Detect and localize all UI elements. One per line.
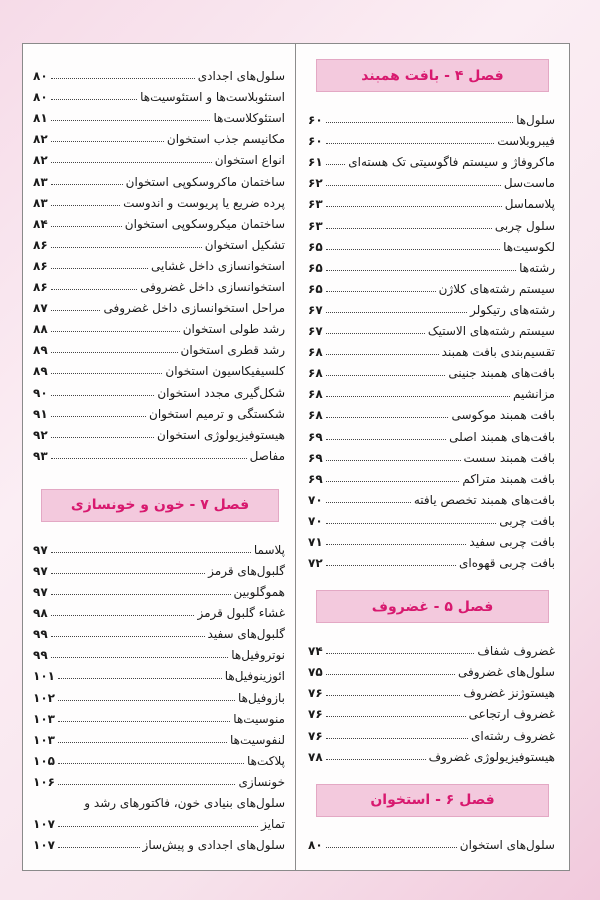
dot-leader [326,396,510,397]
toc-entry-title: استخوانسازی داخل غضروفی [140,280,285,295]
toc-entry[interactable] [33,83,285,104]
toc-entry-title: تقسیم‌بندی بافت همبند [441,345,555,360]
toc-entry[interactable] [308,233,555,254]
toc-entry-title: غضروف شفاف [477,644,555,659]
toc-entry-title: سلول‌های اجدادی و پیش‌ساز [142,838,285,853]
toc-entry-page: ۸۲ [33,153,48,168]
dot-leader [51,289,138,290]
dot-leader [326,481,460,482]
chapter-7-list-end [23,789,293,852]
chapter-5-header: فصل ۵ - غضروف [316,590,549,623]
toc-entry-page: ۶۸ [308,387,323,402]
toc-entry-page: ۹۰ [33,385,48,400]
toc-entry-page: ۷۶ [308,707,323,722]
toc-entry-page: ۹۳ [33,448,48,463]
toc-entry-title: غضروف رشته‌ای [471,728,555,743]
dot-leader [326,143,495,144]
toc-entry-title: رشد طولی استخوان [182,322,285,337]
toc-entry-page: ۱۰۳ [33,711,55,726]
dot-leader [51,373,163,374]
toc-entry[interactable] [33,768,285,789]
toc-entry[interactable] [308,317,555,338]
toc-entry-title: استخوانسازی داخل غشایی [151,258,285,273]
dot-leader [51,416,146,417]
dot-leader [51,573,206,574]
toc-entry[interactable] [33,336,285,357]
toc-entry-page: ۶۰ [308,134,323,149]
toc-entry[interactable] [33,357,285,378]
toc-entry[interactable] [308,338,555,359]
toc-page [22,43,570,871]
dot-leader [51,78,195,79]
toc-entry-title: سیستم رشته‌های کلاژن [438,281,555,296]
dot-leader [326,439,447,440]
dot-leader [51,120,211,121]
chapter-5-list [298,637,563,764]
toc-entry-title: سلول‌های غضروفی [458,665,555,680]
toc-entry[interactable] [308,401,555,422]
toc-entry[interactable] [308,444,555,465]
toc-entry[interactable] [33,442,285,463]
toc-entry-page: ۶۲ [308,176,323,191]
toc-entry-page: ۸۰ [308,837,323,852]
toc-entry-title: هیستوفیزیولوژی استخوان [157,427,285,442]
dot-leader [326,333,425,334]
toc-entry-title: استئوبلاست‌ها و استئوسیت‌ها [140,90,285,105]
dot-leader [58,678,222,679]
toc-entry-page: ۶۸ [308,408,323,423]
dot-leader [326,502,411,503]
toc-entry[interactable] [33,620,285,641]
toc-entry[interactable] [308,106,555,127]
toc-entry[interactable] [308,254,555,275]
dot-leader [326,249,500,250]
toc-entry-title: پلاکت‌ها [247,753,285,768]
toc-entry[interactable] [33,400,285,421]
toc-entry-page: ۶۹ [308,471,323,486]
toc-entry[interactable] [308,507,555,528]
chapter-7-header: فصل ۷ - خون و خونسازی [41,489,279,522]
toc-entry-title: هموگلوبین [233,585,285,600]
dot-leader [51,184,123,185]
toc-entry[interactable] [33,231,285,252]
toc-entry[interactable] [33,747,285,768]
toc-entry-title: لنفوسیت‌ها [230,732,285,747]
toc-entry-page: ۷۸ [308,749,323,764]
toc-entry[interactable] [33,641,285,662]
toc-entry-page: ۶۹ [308,450,323,465]
toc-entry-title: پلاسماسل [504,197,555,212]
toc-entry-page: ۶۳ [308,197,323,212]
toc-entry[interactable] [33,210,285,231]
toc-entry-title: منوسیت‌ها [233,711,285,726]
toc-entry[interactable] [308,700,555,721]
toc-entry[interactable] [308,679,555,700]
toc-entry[interactable] [308,148,555,169]
toc-entry-page: ۸۶ [33,258,48,273]
toc-entry[interactable] [33,294,285,315]
dot-leader [326,653,475,654]
toc-entry-page: ۷۱ [308,534,323,549]
toc-entry-title: خونسازی [238,774,285,789]
toc-entry-page: ۶۵ [308,239,323,254]
toc-entry-title: سلول‌های بنیادی خون، فاکتورهای رشد و [84,796,285,810]
toc-entry-title: ماکروفاژ و سیستم فاگوسیتی تک هسته‌ای [348,155,555,170]
toc-entry-page: ۸۶ [33,280,48,295]
toc-entry[interactable] [33,831,285,852]
toc-entry-page: ۹۷ [33,563,48,578]
dot-leader [51,458,247,459]
toc-entry[interactable] [308,743,555,764]
dot-leader [51,395,155,396]
toc-entry-title: بافت‌های همبند جنینی [448,366,555,381]
toc-entry[interactable] [33,578,285,599]
dot-leader [326,523,497,524]
dot-leader [326,460,461,461]
toc-entry-page: ۶۷ [308,302,323,317]
toc-entry[interactable] [308,169,555,190]
toc-entry[interactable] [33,705,285,726]
dot-leader [326,716,466,717]
toc-entry[interactable] [33,683,285,704]
toc-entry-title: غشاء گلبول قرمز [197,606,285,621]
chapter-4-list [298,106,563,570]
dot-leader [58,847,140,848]
toc-entry-page: ۶۵ [308,281,323,296]
dot-leader [58,826,258,827]
dot-leader [326,544,467,545]
dot-leader [326,270,516,271]
toc-entry-title: سلول‌ها [516,113,555,128]
toc-entry-title: استئوکلاست‌ها [213,111,285,126]
toc-entry-page: ۹۸ [33,606,48,621]
toc-entry[interactable] [308,465,555,486]
toc-entry-title: مکانیسم جذب استخوان [166,132,285,147]
right-column [298,44,569,870]
toc-entry[interactable] [33,536,285,557]
toc-entry-page: ۷۰ [308,492,323,507]
dot-leader [326,228,492,229]
dot-leader [326,185,501,186]
toc-entry-page: ۸۲ [33,132,48,147]
toc-entry[interactable] [308,190,555,211]
toc-entry[interactable] [308,658,555,679]
toc-entry-title: نوتروفیل‌ها [231,648,285,663]
toc-entry[interactable] [308,831,555,852]
dot-leader [326,847,457,848]
toc-entry[interactable] [33,189,285,210]
toc-entry[interactable] [33,273,285,294]
left-column [23,44,299,870]
toc-entry-page: ۸۰ [33,90,48,105]
toc-entry[interactable] [33,146,285,167]
toc-entry-title: مزانشیم [512,387,555,402]
dot-leader [51,352,178,353]
toc-entry-page: ۷۶ [308,728,323,743]
dot-leader [58,721,230,722]
toc-entry[interactable] [308,422,555,443]
chapter-6-header: فصل ۶ - استخوان [316,784,549,817]
dot-leader [51,331,180,332]
dot-leader [51,247,202,248]
toc-entry-title: تشکیل استخوان [204,237,285,252]
dot-leader [326,674,455,675]
toc-entry-page: ۸۱ [33,111,48,126]
toc-entry-title: گلبول‌های سفید [207,627,285,642]
toc-entry-title: سلول چربی [494,218,555,233]
toc-entry-title: انواع استخوان [214,153,285,168]
toc-entry-page: ۹۲ [33,427,48,442]
dot-leader [326,206,502,207]
toc-entry-page: ۸۶ [33,237,48,252]
toc-entry-title: شکستگی و ترمیم استخوان [149,406,285,421]
toc-entry[interactable] [33,557,285,578]
toc-entry-title: گلبول‌های قرمز [208,563,285,578]
toc-entry-page: ۱۰۷ [33,817,55,832]
dot-leader [326,354,439,355]
dot-leader [51,226,122,227]
toc-entry-title: ساختمان ماکروسکوپی استخوان [125,174,285,189]
toc-entry[interactable] [33,167,285,188]
dot-leader [51,437,154,438]
toc-entry-page: ۹۷ [33,542,48,557]
dot-leader [326,164,346,165]
dot-leader [58,763,244,764]
toc-entry-title: غضروف ارتجاعی [468,707,555,722]
toc-entry-title: بافت چربی قهوه‌ای [458,556,555,571]
toc-entry-title: مفاصل [249,448,285,463]
toc-entry-page: ۶۵ [308,260,323,275]
toc-entry[interactable] [33,125,285,146]
toc-entry-title: بافت چربی سفید [469,534,555,549]
toc-entry-page: ۷۵ [308,665,323,680]
toc-entry-page: ۸۹ [33,343,48,358]
toc-entry-page: ۶۹ [308,429,323,444]
dot-leader [51,615,195,616]
toc-entry-title: بافت همبند موکوسی [451,408,555,423]
toc-entry-title: هیستوژنز غضروف [463,686,555,701]
toc-entry-page: ۷۲ [308,556,323,571]
dot-leader [58,784,236,785]
toc-entry-page: ۱۰۶ [33,774,55,789]
toc-entry-title: لکوسیت‌ها [503,239,555,254]
toc-entry-title: بافت همبند متراکم [462,471,555,486]
toc-entry[interactable] [308,127,555,148]
toc-entry-title: مراحل استخوانسازی داخل غضروفی [103,301,285,316]
dot-leader [58,742,227,743]
toc-entry-page: ۱۰۷ [33,838,55,853]
toc-entry-title: رشته‌های رتیکولر [470,302,555,317]
toc-entry-page: ۶۷ [308,324,323,339]
dot-leader [326,291,436,292]
toc-entry-page: ۸۳ [33,195,48,210]
chapter-7-list [23,536,293,789]
toc-entry-page: ۷۴ [308,644,323,659]
toc-entry-title: ائوزینوفیل‌ها [224,669,285,684]
dot-leader [51,552,251,553]
chapter-6-continued-list [23,62,293,463]
toc-entry-page: ۷۶ [308,686,323,701]
toc-entry[interactable] [308,637,555,658]
toc-entry-title: ماست‌سل [503,176,555,191]
toc-entry-page: ۹۱ [33,406,48,421]
toc-entry-page: ۶۸ [308,366,323,381]
dot-leader [58,700,235,701]
toc-entry-title: سلول‌های اجدادی [197,69,285,84]
dot-leader [326,417,449,418]
toc-entry-continued[interactable] [33,810,285,831]
chapter-4-header: فصل ۴ - بافت همبند [316,59,549,92]
dot-leader [51,141,164,142]
dot-leader [51,657,229,658]
toc-entry-page: ۱۰۳ [33,732,55,747]
toc-entry[interactable] [33,599,285,620]
toc-entry[interactable] [33,104,285,125]
toc-entry-page: ۸۳ [33,174,48,189]
toc-entry[interactable] [308,296,555,317]
toc-entry-title: سیستم رشته‌های الاستیک [427,324,555,339]
toc-entry-title: فیبروبلاست [497,134,555,149]
toc-entry-title: ساختمان میکروسکوپی استخوان [124,216,285,231]
toc-entry-page: ۶۰ [308,113,323,128]
dot-leader [326,122,513,123]
dot-leader [326,375,446,376]
toc-entry-page: ۱۰۱ [33,669,55,684]
toc-entry-title: هیستوفیزیولوژی غضروف [428,749,555,764]
toc-entry-page: ۹۷ [33,585,48,600]
toc-entry[interactable] [33,378,285,399]
toc-entry-title: بازوفیل‌ها [237,690,285,705]
dot-leader [326,695,461,696]
dot-leader [51,99,137,100]
toc-entry-title: تمایز [261,817,285,832]
toc-entry[interactable] [33,252,285,273]
toc-entry-title: بافت چربی [499,513,555,528]
toc-entry-page: ۹۹ [33,648,48,663]
dot-leader [51,162,212,163]
dot-leader [326,565,456,566]
toc-entry-page: ۸۰ [33,69,48,84]
toc-entry-title: سلول‌های استخوان [459,837,555,852]
toc-entry-page: ۱۰۵ [33,753,55,768]
toc-entry-title: بافت‌های همبند اصلی [449,429,555,444]
toc-entry[interactable] [308,528,555,549]
dot-leader [326,759,426,760]
dot-leader [51,205,120,206]
toc-entry-title: شکل‌گیری مجدد استخوان [157,385,285,400]
dot-leader [51,636,205,637]
toc-entry[interactable] [308,721,555,742]
toc-entry[interactable] [33,789,285,810]
toc-entry-title: پرده ضریع یا پریوست و اندوست [123,195,285,210]
toc-entry[interactable] [308,359,555,380]
toc-entry-page: ۸۸ [33,322,48,337]
dot-leader [326,312,467,313]
toc-entry[interactable] [308,380,555,401]
toc-entry-title: پلاسما [253,542,285,557]
toc-entry-page: ۸۴ [33,216,48,231]
toc-entry-title: بافت همبند سست [463,450,555,465]
toc-entry-page: ۶۸ [308,345,323,360]
dot-leader [51,268,148,269]
toc-entry[interactable] [33,421,285,442]
toc-entry[interactable] [33,62,285,83]
chapter-6-list [298,831,563,852]
dot-leader [51,310,101,311]
toc-entry-page: ۶۱ [308,155,323,170]
toc-entry[interactable] [308,549,555,570]
toc-entry-title: کلسیفیکاسیون استخوان [165,364,285,379]
toc-entry[interactable] [33,662,285,683]
toc-entry-page: ۹۹ [33,627,48,642]
toc-entry[interactable] [33,726,285,747]
dot-leader [326,738,468,739]
toc-entry[interactable] [33,315,285,336]
toc-entry-page: ۱۰۲ [33,690,55,705]
toc-entry-page: ۷۰ [308,513,323,528]
toc-entry-page: ۸۹ [33,364,48,379]
toc-entry[interactable] [308,275,555,296]
toc-entry-title: رشد قطری استخوان [180,343,285,358]
toc-entry[interactable] [308,486,555,507]
toc-entry-title: بافت‌های همبند تخصص یافته [413,492,555,507]
toc-entry-page: ۶۳ [308,218,323,233]
toc-entry-title: رشته‌ها [519,260,555,275]
toc-entry[interactable] [308,211,555,232]
toc-entry-page: ۸۷ [33,301,48,316]
dot-leader [51,594,231,595]
